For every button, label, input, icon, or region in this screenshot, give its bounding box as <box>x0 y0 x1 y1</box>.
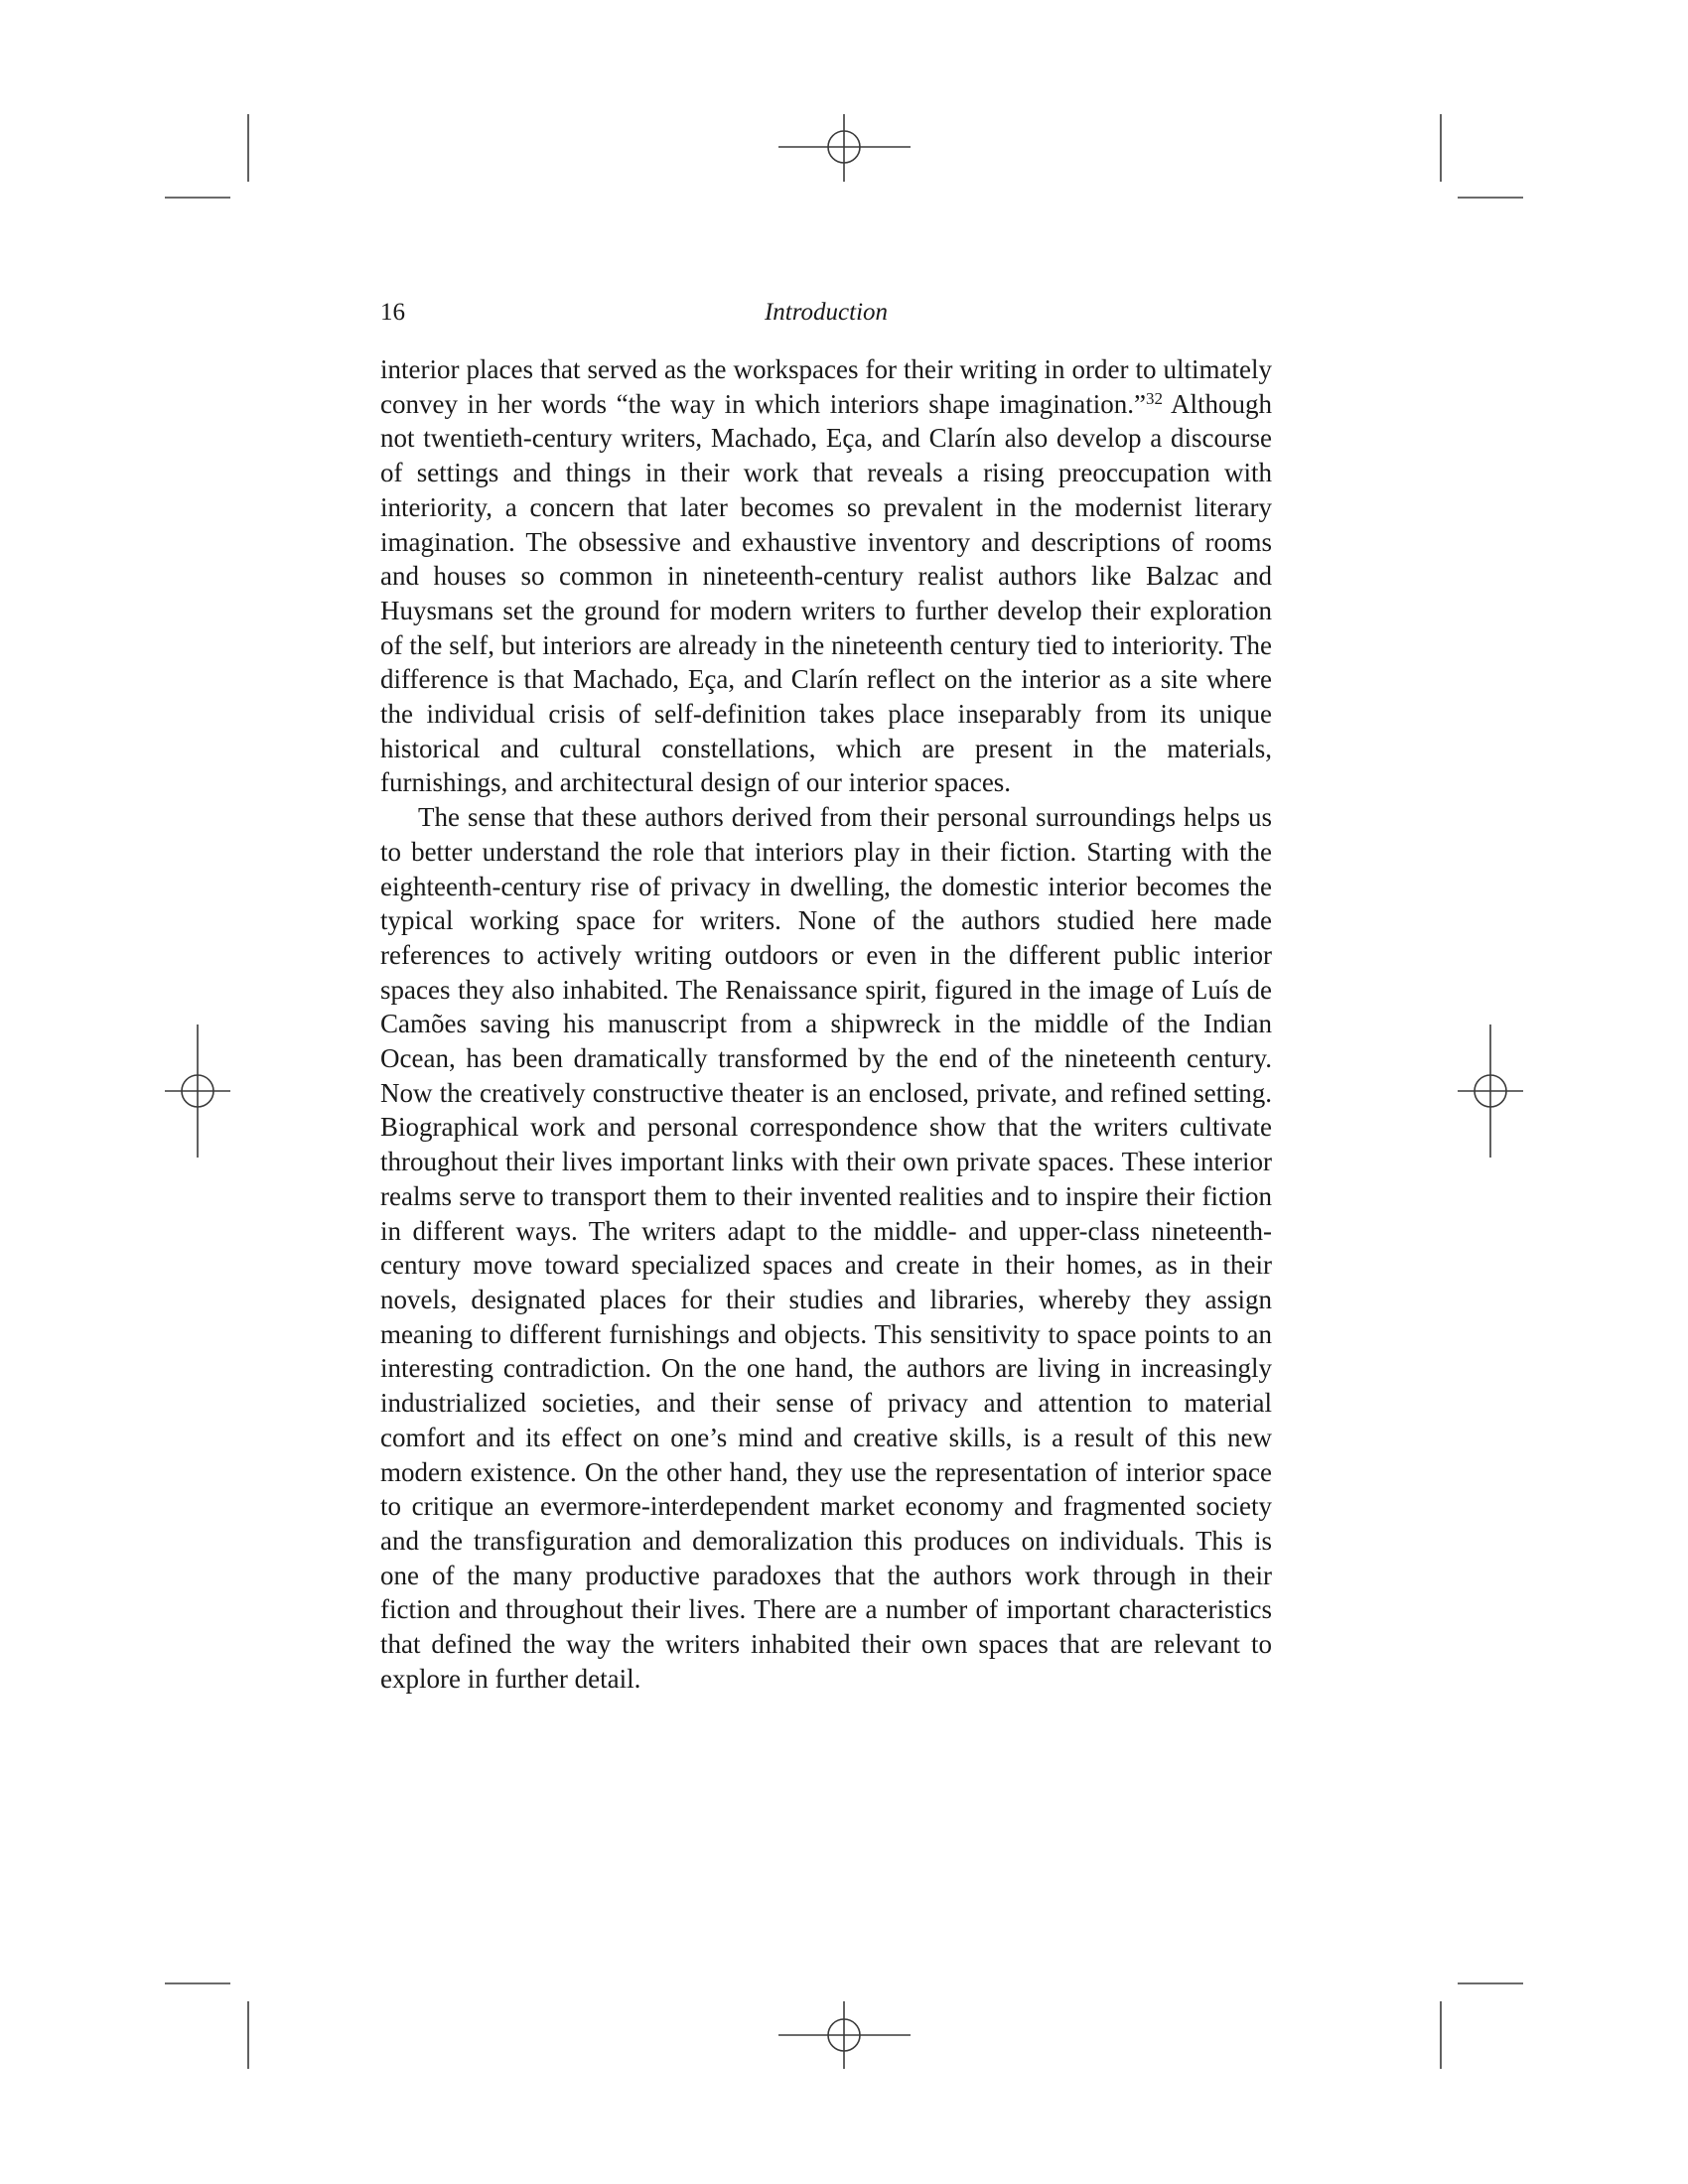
registration-mark-left <box>165 1024 230 1158</box>
paragraph-1 <box>380 352 1272 800</box>
running-title: Introduction <box>764 299 889 326</box>
page-number: 16 <box>380 299 405 326</box>
footnote-reference[interactable]: 32 <box>1145 388 1163 408</box>
registration-mark-right <box>1458 1024 1523 1158</box>
registration-mark-top <box>778 114 911 182</box>
registration-mark-bottom <box>778 2001 911 2069</box>
body-text <box>380 352 1272 1696</box>
paragraph-1-text-before-note: interior places that served as the workspaces for their writing in order to ultimately convey in her words “the way in which interiors shape imagination.” <box>380 354 1272 419</box>
running-head <box>380 296 1272 330</box>
paragraph-2: The sense that these authors derived from their personal surroundings helps us to better understand the role that interiors play in their fiction. Starting with the eighteenth-century rise of privacy in dwelling, the domestic interior becomes the typical working space for writers. None of the authors studied here made references to actively writing outdoors or even in the different public interior spaces they also inhabited. The Renaissance spirit, figured in the image of Luís de Camões saving his manuscript from a shipwreck in the middle of the Indian Ocean, has been dramatically transformed by the end of the nineteenth century. Now the creatively constructive theater is an enclosed, private, and refined setting. Biographical work and personal correspondence show that the writers cultivate throughout their lives important links with their own private spaces. These interior realms serve to transport them to their invented realities and to inspire their fiction in different ways. The writers adapt to the middle- and upper-class nineteenth-century move toward specialized spaces and create in their homes, as in their novels, designated places for their studies and libraries, whereby they assign meaning to different furnishings and objects. This sensitivity to space points to an interesting contradiction. On the one hand, the authors are living in increasingly industrialized societies, and their sense of privacy and attention to material comfort and its effect on one’s mind and creative skills, is a result of this new modern existence. On the other hand, they use the representation of interior space to critique an evermore-interdependent market economy and fragmented society and the transfiguration and demoralization this produces on individuals. This is one of the many productive paradoxes that the authors work through in their fiction and throughout their lives. There are a number of important characteristics that defined the way the writers inhabited their own spaces that are relevant to explore in further detail. <box>380 802 1272 1694</box>
paragraph-1-text-after-note: Although not twentieth-century writers, Machado, Eça, and Clarín also develop a discourse of settings and things in their work that reveals a rising preoccupation with interiority, a concern that later becomes so prevalent in the modernist literary imagination. The obsessive and exhaustive inventory and descriptions of rooms and houses so common in nineteenth-century realist authors like Balzac and Huysmans set the ground for modern writers to further develop their exploration of the self, but interiors are already in the nineteenth century tied to interiority. The difference is that Machado, Eça, and Clarín reflect on the interior as a site where the individual crisis of self-definition takes place inseparably from its unique historical and cultural constellations, which are present in the materials, furnishings, and architectural design of our interior spaces. <box>380 388 1273 798</box>
